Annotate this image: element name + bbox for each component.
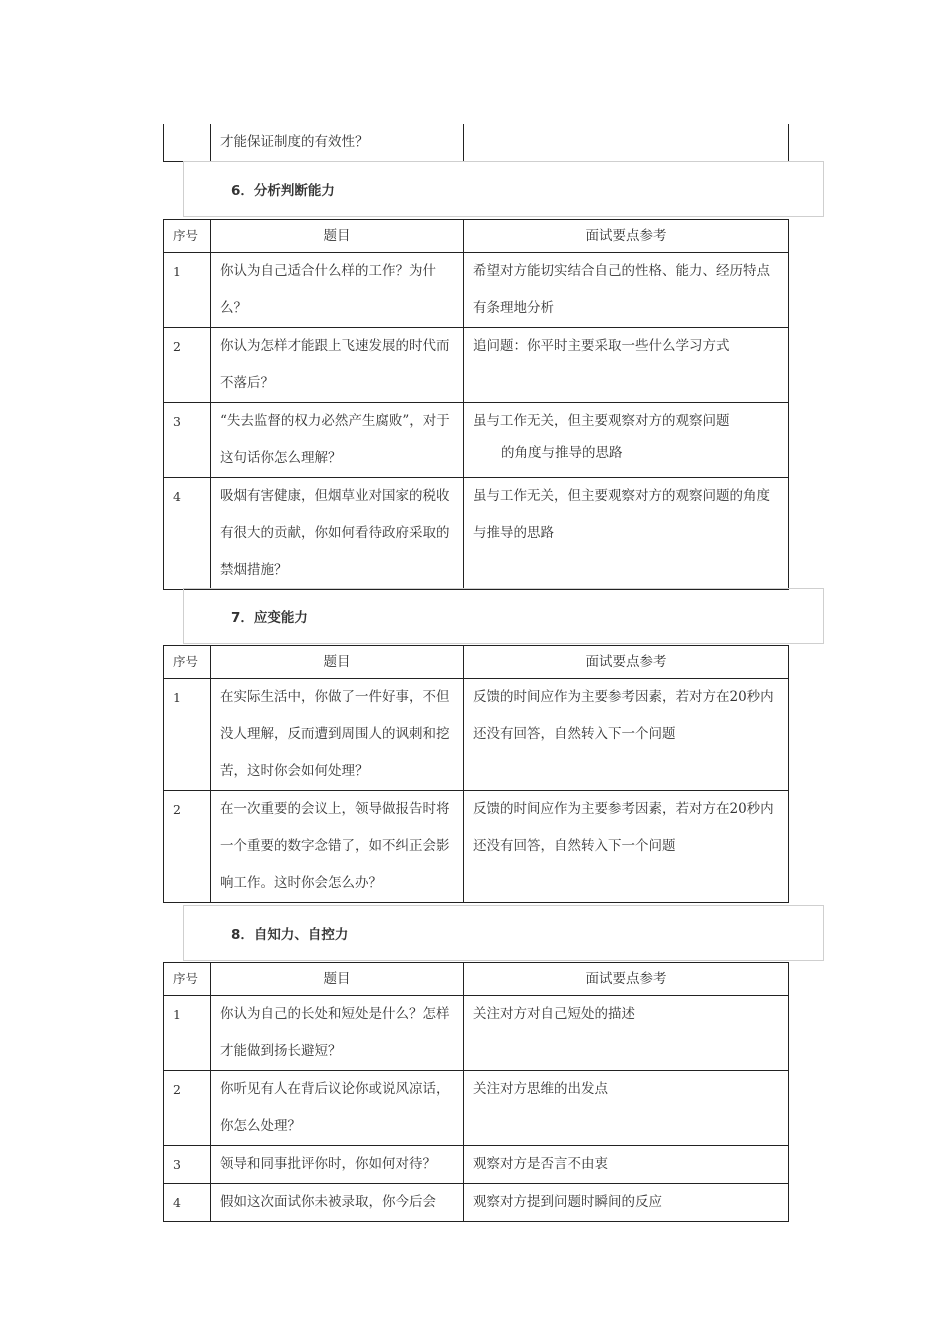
header-no: 序号: [164, 220, 211, 253]
reference-cell: 反馈的时间应作为主要参考因素，若对方在20秒内还没有回答，自然转入下一个问题: [464, 679, 789, 791]
section-title-adaptability: [183, 588, 824, 644]
adaptability-table: [163, 645, 789, 903]
table-row: [164, 679, 789, 791]
question-cell: 你认为自己的长处和短处是什么？怎样才能做到扬长避短？: [211, 996, 464, 1071]
self-awareness-table: [163, 962, 789, 1222]
row-number: 3: [164, 403, 211, 478]
reference-cell: 追问题：你平时主要采取一些什么学习方式: [464, 328, 789, 403]
header-no: 序号: [164, 646, 211, 679]
row-number: 1: [164, 996, 211, 1071]
header-no: 序号: [164, 963, 211, 996]
row-number: 1: [164, 679, 211, 791]
table-row: [164, 124, 789, 162]
header-question: 题目: [211, 963, 464, 996]
reference-cell: 关注对方对自己短处的描述: [464, 996, 789, 1071]
table-header-row: [164, 963, 789, 996]
question-cell: 吸烟有害健康，但烟草业对国家的税收有很大的贡献，你如何看待政府采取的禁烟措施？: [211, 478, 464, 590]
reference-cell: [464, 124, 789, 162]
table-header-row: [164, 220, 789, 253]
row-number: 2: [164, 1071, 211, 1146]
reference-cell: 希望对方能切实结合自己的性格、能力、经历特点有条理地分析: [464, 253, 789, 328]
table-row: [164, 1146, 789, 1184]
question-cell: 领导和同事批评你时，你如何对待？: [211, 1146, 464, 1184]
header-question: 题目: [211, 646, 464, 679]
reference-cell: 虽与工作无关，但主要观察对方的观察问题的角度与推导的思路: [464, 478, 789, 590]
reference-cell: 观察对方是否言不由衷: [464, 1146, 789, 1184]
question-cell: “失去监督的权力必然产生腐败”，对于这句话你怎么理解？: [211, 403, 464, 478]
table-row: [164, 791, 789, 903]
reference-line: 的角度与推导的思路: [501, 445, 623, 461]
table-header-row: [164, 646, 789, 679]
section-heading: 8．自知力、自控力: [231, 927, 349, 943]
header-reference: 面试要点参考: [464, 220, 789, 253]
header-reference: 面试要点参考: [464, 646, 789, 679]
question-cell: 你认为自己适合什么样的工作？为什么？: [211, 253, 464, 328]
question-cell: 你认为怎样才能跟上飞速发展的时代而不落后？: [211, 328, 464, 403]
row-number: 4: [164, 478, 211, 590]
section-heading: 7．应变能力: [231, 610, 308, 626]
header-question: 题目: [211, 220, 464, 253]
reference-cell: 关注对方思维的出发点: [464, 1071, 789, 1146]
analysis-table: [163, 219, 789, 590]
table-row: [164, 1071, 789, 1146]
reference-cell: 反馈的时间应作为主要参考因素，若对方在20秒内还没有回答，自然转入下一个问题: [464, 791, 789, 903]
question-cell: 假如这次面试你未被录取，你今后会: [211, 1184, 464, 1222]
question-cell: 在实际生活中，你做了一件好事，不但没人理解，反而遭到周围人的讽刺和挖苦，这时你会如何处理？: [211, 679, 464, 791]
table-row: [164, 996, 789, 1071]
row-number: 2: [164, 791, 211, 903]
previous-table-fragment: [163, 124, 789, 162]
table-row: [164, 1184, 789, 1222]
question-cell: 在一次重要的会议上，领导做报告时将一个重要的数字念错了，如不纠正会影响工作。这时你会怎么办？: [211, 791, 464, 903]
row-number: 3: [164, 1146, 211, 1184]
reference-cell: [464, 403, 789, 478]
table-row: [164, 328, 789, 403]
question-cell: 才能保证制度的有效性？: [211, 124, 464, 162]
table-row: [164, 253, 789, 328]
row-number: 1: [164, 253, 211, 328]
section-heading: 6．分析判断能力: [231, 183, 335, 199]
header-reference: 面试要点参考: [464, 963, 789, 996]
row-number: [164, 124, 211, 162]
section-title-self-awareness: [183, 905, 824, 961]
reference-cell: 观察对方提到问题时瞬间的反应: [464, 1184, 789, 1222]
section-title-analysis: [183, 161, 824, 217]
question-cell: 你听见有人在背后议论你或说风凉话，你怎么处理？: [211, 1071, 464, 1146]
table-row: [164, 478, 789, 590]
row-number: 2: [164, 328, 211, 403]
reference-line: 虽与工作无关，但主要观察对方的观察问题: [473, 413, 730, 429]
row-number: 4: [164, 1184, 211, 1222]
table-row: [164, 403, 789, 478]
